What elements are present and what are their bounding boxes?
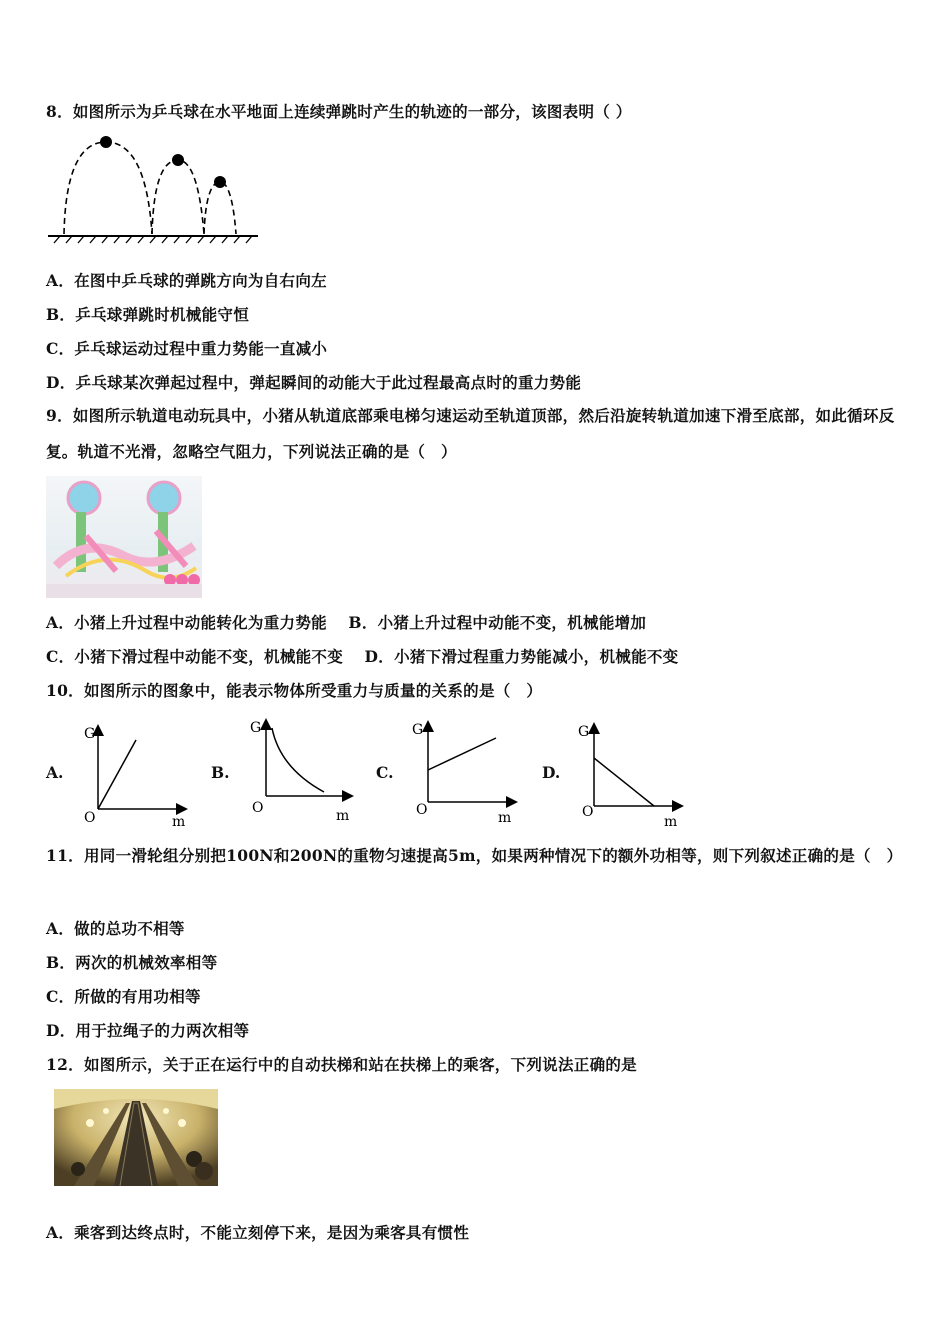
q10-label-c: C. [376, 763, 394, 782]
q10-label-d: D. [542, 763, 561, 782]
bouncing-ball-diagram [46, 132, 261, 244]
graph-b-y-label: G [250, 720, 262, 736]
q8-option-b: B．乒乓球弹跳时机械能守恒 [46, 305, 250, 324]
graph-a-y-label: G [84, 726, 96, 742]
graph-c [410, 718, 520, 830]
toy-track-photo [46, 476, 202, 598]
q10-label-b: B. [211, 763, 230, 782]
q9-options-row1: A．小猪上升过程中动能转化为重力势能 B．小猪上升过程中动能不变，机械能增加 [46, 613, 647, 632]
graph-c-origin: O [416, 802, 428, 818]
q11-option-a: A．做的总功不相等 [46, 919, 185, 938]
graph-d-x-label: m [664, 814, 678, 830]
q12-option-a: A．乘客到达终点时，不能立刻停下来，是因为乘客具有惯性 [46, 1223, 470, 1242]
q8-option-d: D．乒乓球某次弹起过程中，弹起瞬间的动能大于此过程最高点时的重力势能 [46, 373, 582, 392]
graph-d [576, 720, 686, 832]
graph-a-x-label: m [172, 814, 186, 830]
graph-c-y-label: G [412, 722, 424, 738]
q11-option-b: B．两次的机械效率相等 [46, 953, 218, 972]
escalator-photo [54, 1089, 218, 1186]
graph-a-origin: O [84, 810, 96, 826]
graph-d-y-label: G [578, 724, 590, 740]
q10-label-a: A. [46, 763, 64, 782]
q8-stem: 8．如图所示为乒乓球在水平地面上连续弹跳时产生的轨迹的一部分，该图表明（ ） [46, 102, 632, 121]
graph-c-x-label: m [498, 810, 512, 826]
q12-stem: 12．如图所示，关于正在运行中的自动扶梯和站在扶梯上的乘客，下列说法正确的是 [46, 1055, 637, 1074]
graph-a [80, 722, 190, 832]
q9-options-row2: C．小猪下滑过程中动能不变，机械能不变 D．小猪下滑过程重力势能减小，机械能不变 [46, 647, 679, 666]
q8-option-c: C．乒乓球运动过程中重力势能一直减小 [46, 339, 328, 358]
q11-option-c: C．所做的有用功相等 [46, 987, 201, 1006]
q11-option-d: D．用于拉绳子的力两次相等 [46, 1021, 250, 1040]
graph-b-x-label: m [336, 808, 350, 824]
q8-option-a: A．在图中乒乓球的弹跳方向为自右向左 [46, 271, 327, 290]
q10-stem: 10．如图所示的图象中，能表示物体所受重力与质量的关系的是（ ） [46, 681, 543, 700]
graph-b-origin: O [252, 800, 264, 816]
q11-stem: 11．用同一滑轮组分别把100N和200N的重物匀速提高5m，如果两种情况下的额外功相等，则下列叙述正确的是（ ） [46, 846, 903, 865]
q9-stem: 9．如图所示轨道电动玩具中，小猪从轨道底部乘电梯匀速运动至轨道顶部，然后沿旋转轨道加速下滑至底部，如此循环反复。轨道不光滑，忽略空气阻力，下列说法正确的是（ ） [46, 406, 895, 461]
graph-b [246, 716, 356, 828]
graph-d-origin: O [582, 804, 594, 820]
